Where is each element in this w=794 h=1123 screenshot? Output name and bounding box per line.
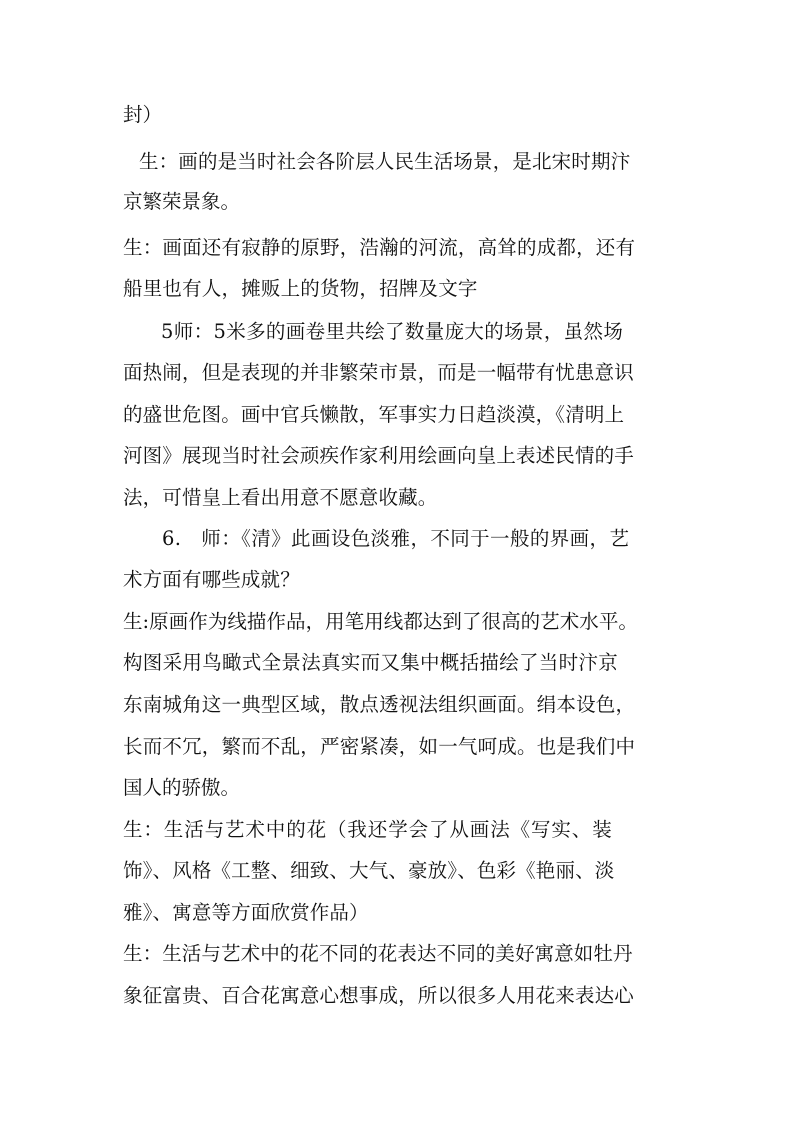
text-line: 长而不冗，繁而不乱，严密紧凑，如一气呵成。也是我们中: [123, 735, 636, 758]
text-line: 生：生活与艺术中的花（我还学会了从画法《写实、装: [123, 818, 613, 841]
text-line: 雅》、寓意等方面欣赏作品）: [123, 901, 369, 924]
text-line: 船里也有人，摊贩上的货物，招牌及文字: [123, 277, 478, 300]
text-line: 河图》展现当时社会顽疾作家利用绘画向皇上表述民情的手: [123, 444, 634, 467]
text-line: 京繁荣景象。: [123, 190, 241, 213]
text-line: 6. 师：《清》此画设色淡雅，不同于一般的界画，艺: [162, 527, 630, 550]
text-line: 5师：5米多的画卷里共绘了数量庞大的场景，虽然场: [161, 320, 624, 343]
text-line: 面热闹，但是表现的并非繁荣市景，而是一幅带有忧患意识: [123, 361, 634, 384]
text-line: 术方面有哪些成就？: [123, 568, 300, 591]
text-line: 饰》、风格《工整、细致、大气、豪放》、色彩《艳丽、淡: [123, 859, 615, 882]
text-line: 的盛世危图。画中官兵懒散，军事实力日趋淡漠，《清明上: [123, 403, 625, 426]
text-line: 法，可惜皇上看出用意不愿意收藏。: [123, 486, 438, 509]
text-line: 象征富贵、百合花寓意心想事成，所以很多人用花来表达心: [123, 984, 634, 1007]
text-line: 东南城角这一典型区域，散点透视法组织画面。绢本设色，: [123, 693, 636, 716]
text-line: 国人的骄傲。: [123, 776, 241, 799]
text-line: 构图采用鸟瞰式全景法真实而又集中概括描绘了当时汴京: [123, 651, 619, 674]
text-line: 生：画面还有寂静的原野，浩瀚的河流，高耸的成都，还有: [123, 236, 636, 259]
text-line: 封）: [123, 103, 163, 126]
text-line: 生:原画作为线描作品，用笔用线都达到了很高的艺术水平。: [123, 610, 638, 633]
text-line: 生：生活与艺术中的花不同的花表达不同的美好寓意如牡丹: [123, 942, 633, 965]
text-line: 生：画的是当时社会各阶层人民生活场景，是北宋时期汴: [139, 150, 631, 173]
